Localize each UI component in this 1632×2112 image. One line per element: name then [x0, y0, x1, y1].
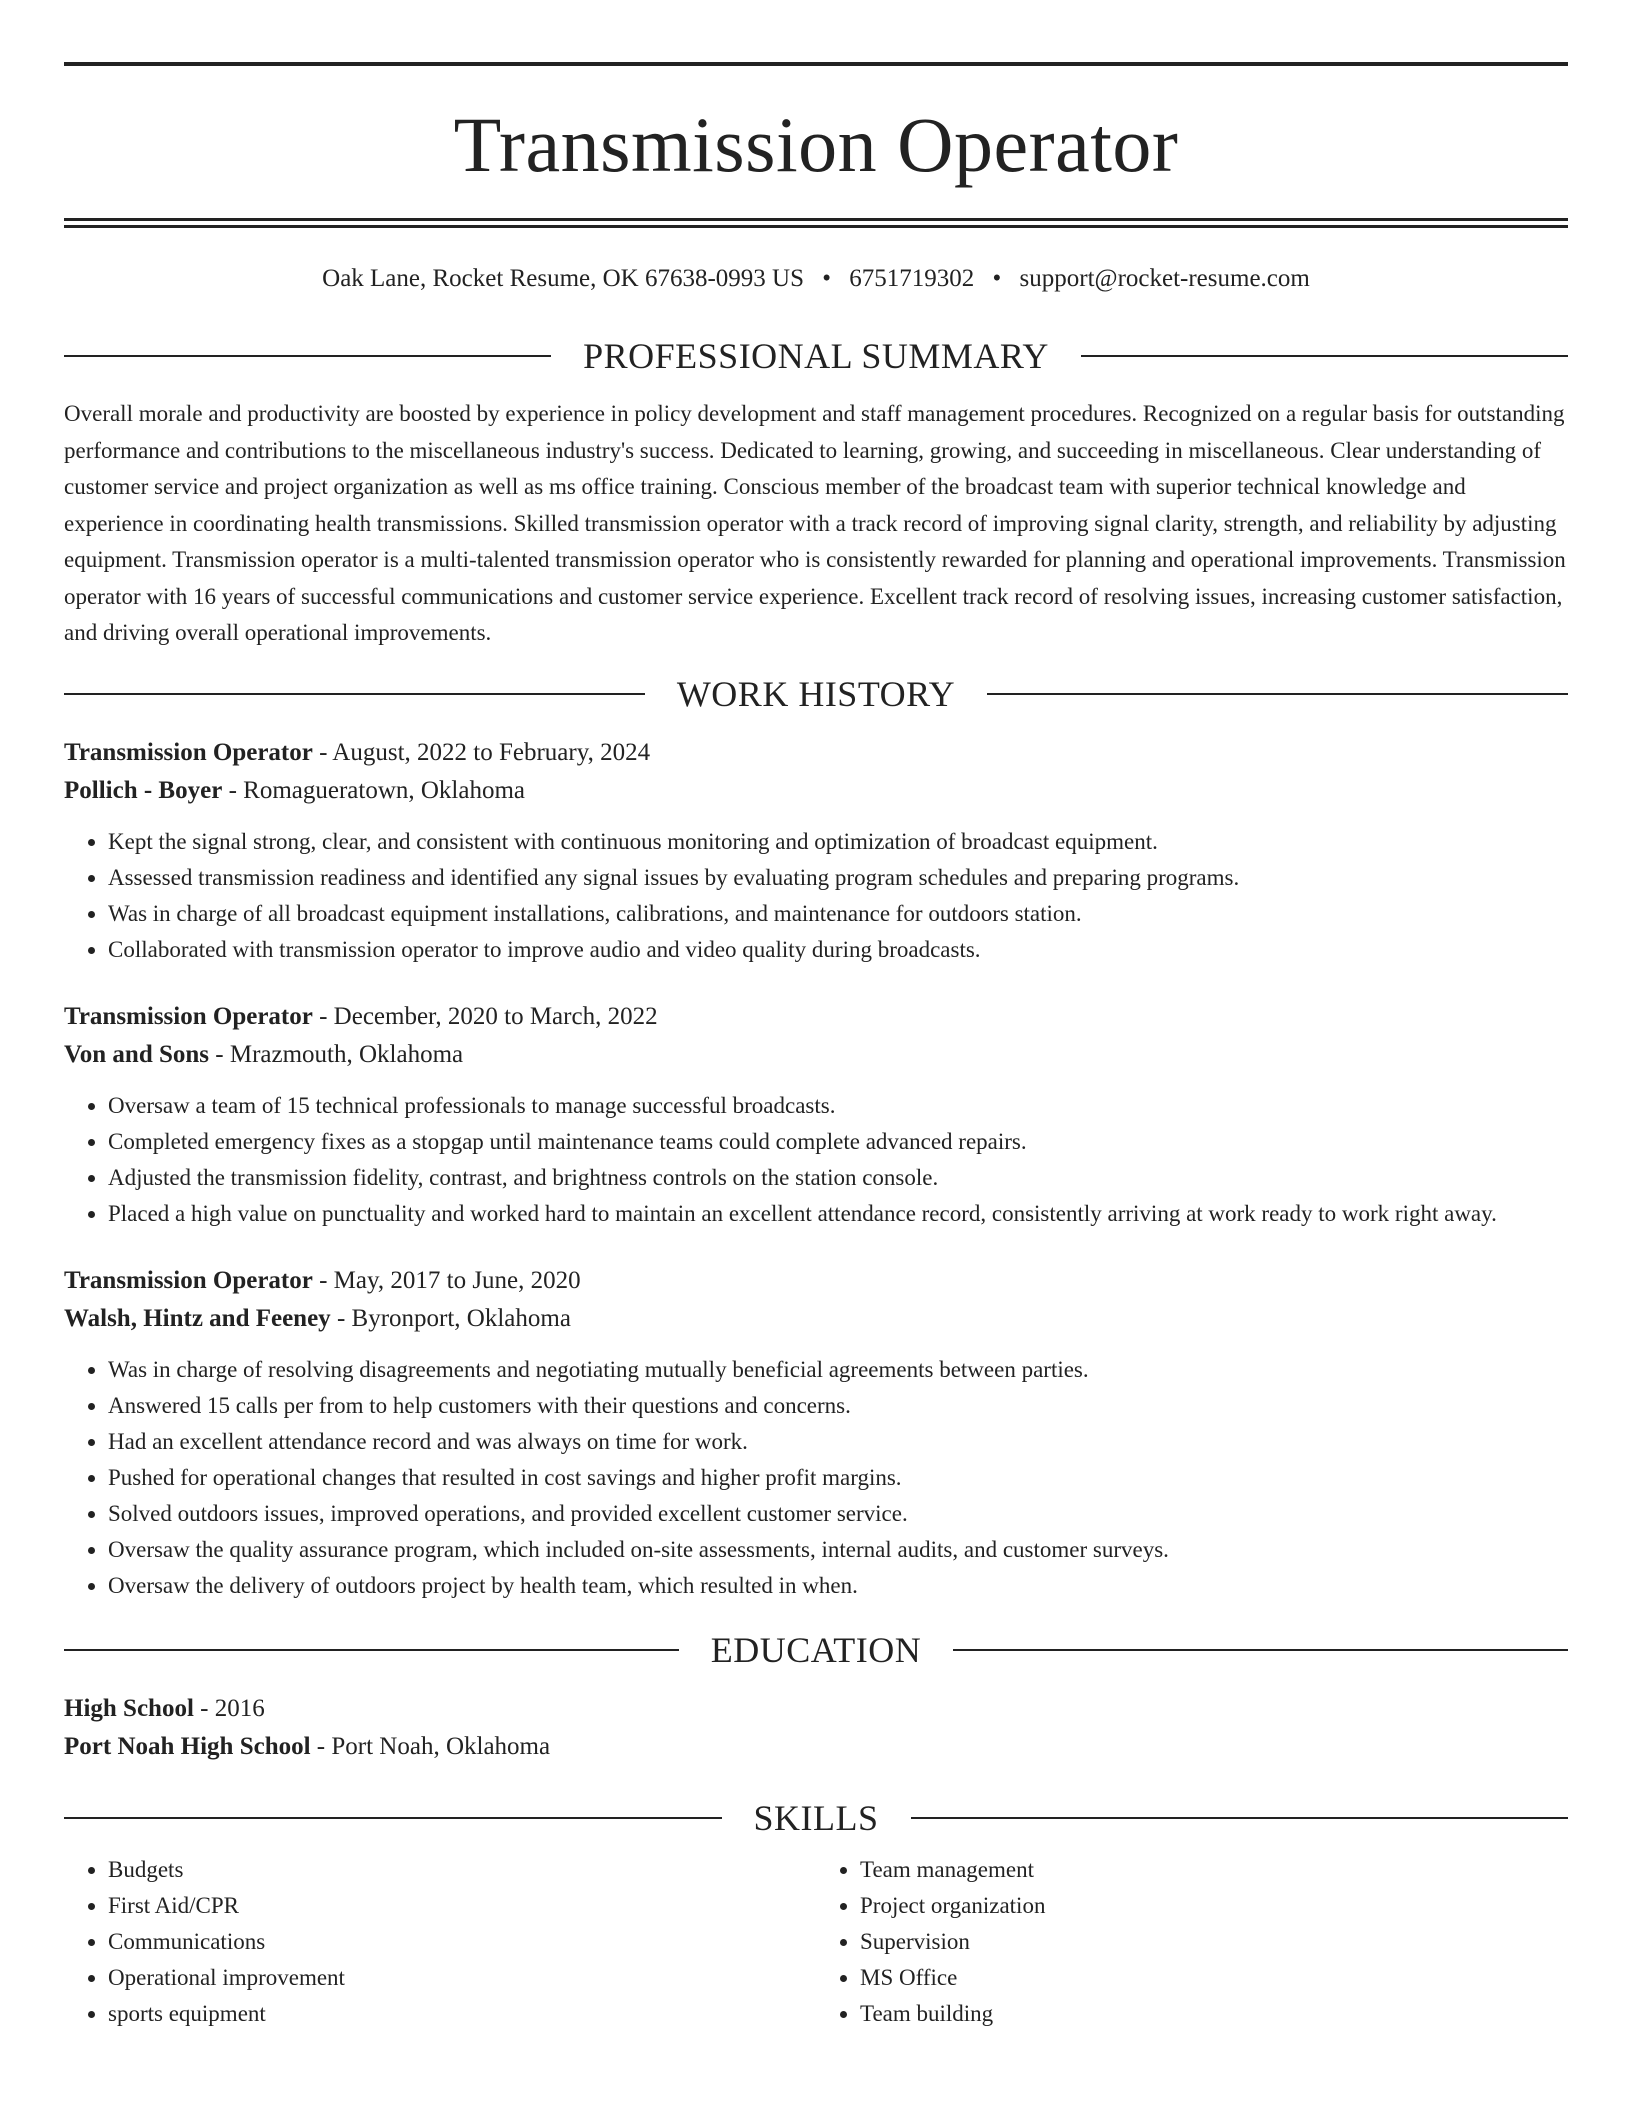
job-entry: [64, 734, 1568, 968]
education-school: Port Noah High School: [64, 1732, 311, 1760]
section-rule-right: [953, 1649, 1568, 1651]
list-item: • Kept the signal strong, clear, and consistent with continuous monitoring and optimization of broadcast equipment.: [108, 824, 1568, 860]
skill-item: • Supervision: [860, 1924, 1568, 1960]
skills-columns: [64, 1852, 1568, 2032]
skill-item: • First Aid/CPR: [108, 1888, 816, 1924]
resume-name: Transmission Operator: [453, 101, 1179, 188]
job-company-line: [64, 772, 1568, 810]
list-item: • Solved outdoors issues, improved operations, and provided excellent customer service.: [108, 1496, 1568, 1532]
contact-line: [64, 264, 1568, 294]
education-location: - Port Noah, Oklahoma: [310, 1732, 551, 1760]
summary-section-header: [64, 338, 1568, 374]
list-item: • Placed a high value on punctuality and worked hard to maintain an excellent attendance record, consistently arriving at work ready to work right away.: [108, 1196, 1568, 1232]
education-year: - 2016: [193, 1694, 265, 1722]
resume-page: [64, 0, 1568, 2032]
contact-phone[interactable]: 6751719302: [849, 265, 975, 292]
contact-separator: •: [992, 265, 1002, 292]
list-item: • Oversaw the delivery of outdoors project by health team, which resulted in when.: [108, 1568, 1568, 1604]
job-duties: [64, 1088, 1568, 1232]
section-title: PROFESSIONAL SUMMARY: [583, 336, 1049, 376]
section-rule-right: [987, 693, 1568, 695]
education-entry: [64, 1690, 1568, 1766]
job-dates: - December, 2020 to March, 2022: [312, 1002, 658, 1030]
job-company: Walsh, Hintz and Feeney: [64, 1304, 331, 1332]
job-dates: - August, 2022 to February, 2024: [312, 738, 651, 766]
skills-section-header: [64, 1797, 1568, 1838]
education-degree-line: [64, 1690, 1568, 1728]
job-duties: [64, 1352, 1568, 1604]
list-item: • Oversaw a team of 15 technical professionals to manage successful broadcasts.: [108, 1088, 1568, 1124]
work-section-header: [64, 673, 1568, 714]
job-entry: [64, 1262, 1568, 1604]
job-company-line: [64, 1036, 1568, 1074]
list-item: • Adjusted the transmission fidelity, contrast, and brightness controls on the station console.: [108, 1160, 1568, 1196]
job-location: - Mrazmouth, Oklahoma: [209, 1040, 464, 1068]
skill-item: • Project organization: [860, 1888, 1568, 1924]
list-item: • Was in charge of resolving disagreements and negotiating mutually beneficial agreements between parties.: [108, 1352, 1568, 1388]
skills-list-left: [64, 1852, 816, 2032]
education-degree: High School: [64, 1694, 194, 1722]
skill-item: • MS Office: [860, 1960, 1568, 1996]
section-rule-left: [64, 355, 551, 357]
list-item: • Oversaw the quality assurance program, which included on-site assessments, internal audits, and customer surveys.: [108, 1532, 1568, 1568]
double-rule: [64, 218, 1568, 228]
contact-address: Oak Lane, Rocket Resume, OK 67638-0993 US: [322, 265, 805, 292]
skill-item: • Communications: [108, 1924, 816, 1960]
list-item: • Pushed for operational changes that resulted in cost savings and higher profit margins.: [108, 1460, 1568, 1496]
education-school-line: [64, 1728, 1568, 1766]
list-item: • Assessed transmission readiness and identified any signal issues by evaluating program schedules and preparing programs.: [108, 860, 1568, 896]
job-company: Von and Sons: [64, 1040, 210, 1068]
job-title: Transmission Operator: [64, 738, 313, 766]
list-item: • Completed emergency fixes as a stopgap until maintenance teams could complete advanced repairs.: [108, 1124, 1568, 1160]
section-rule-right: [911, 1817, 1569, 1819]
section-rule-left: [64, 1649, 679, 1651]
contact-separator: •: [822, 265, 832, 292]
section-title: WORK HISTORY: [676, 673, 956, 714]
skill-item: • Budgets: [108, 1852, 816, 1888]
skill-item: • sports equipment: [108, 1996, 816, 2032]
section-rule-left: [64, 693, 645, 695]
skill-item: • Team management: [860, 1852, 1568, 1888]
section-title: SKILLS: [753, 1797, 879, 1838]
job-location: - Byronport, Oklahoma: [330, 1304, 571, 1332]
section-rule-right: [1081, 355, 1568, 357]
job-title-line: [64, 1262, 1568, 1300]
job-title: Transmission Operator: [64, 1266, 313, 1294]
education-section-header: [64, 1629, 1568, 1670]
job-company-line: [64, 1300, 1568, 1338]
job-title: Transmission Operator: [64, 1002, 313, 1030]
job-duties: [64, 824, 1568, 968]
list-item: • Collaborated with transmission operator to improve audio and video quality during broadcasts.: [108, 932, 1568, 968]
job-entry: [64, 998, 1568, 1232]
summary-text: Overall morale and productivity are boosted by experience in policy development and staff management procedures. Recognized on a regular basis for outstanding performance and contributions to the miscellaneous industry's success. Dedicated to learning, growing, and succeeding in miscellaneous. Clear understanding of customer service and project organization as well as ms office training. Conscious member of the broadcast team with superior technical knowledge and experience in coordinating health transmissions. Skilled transmission operator with a track record of improving signal clarity, strength, and reliability by adjusting equipment. Transmission operator is a multi-talented transmission operator who is consistently rewarded for planning and operational improvements. Transmission operator with 16 years of successful communications and customer service experience. Excellent track record of resolving issues, increasing customer satisfaction, and driving overall operational improvements.: [64, 401, 1566, 645]
skills-list-right: [816, 1852, 1568, 2032]
list-item: • Answered 15 calls per from to help customers with their questions and concerns.: [108, 1388, 1568, 1424]
job-title-line: [64, 998, 1568, 1036]
section-rule-left: [64, 1817, 722, 1819]
list-item: • Had an excellent attendance record and was always on time for work.: [108, 1424, 1568, 1460]
section-title: EDUCATION: [710, 1629, 922, 1670]
job-company: Pollich - Boyer: [64, 776, 223, 804]
job-title-line: [64, 734, 1568, 772]
contact-email[interactable]: support@rocket-resume.com: [1019, 265, 1310, 292]
skill-item: • Team building: [860, 1996, 1568, 2032]
top-rule: [64, 62, 1568, 66]
job-dates: - May, 2017 to June, 2020: [312, 1266, 581, 1294]
job-location: - Romagueratown, Oklahoma: [222, 776, 526, 804]
list-item: • Was in charge of all broadcast equipment installations, calibrations, and maintenance for outdoors station.: [108, 896, 1568, 932]
skill-item: • Operational improvement: [108, 1960, 816, 1996]
